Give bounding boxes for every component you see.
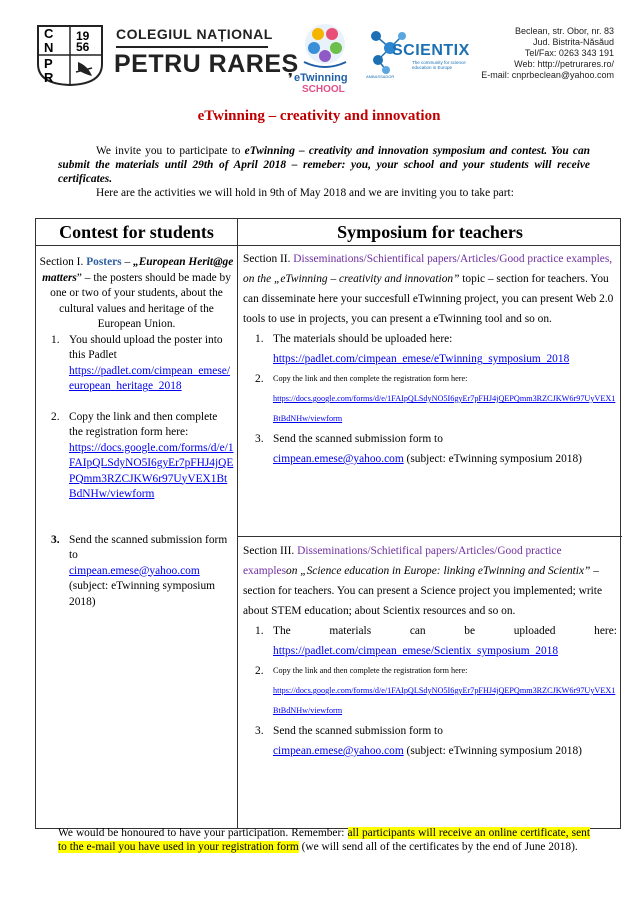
- section-3-step-1-word: be: [464, 625, 476, 637]
- section-3-email-subject: (subject: eTwinning symposium 2018): [403, 745, 582, 757]
- section-2-step-3-text: Send the scanned submission form to: [273, 433, 443, 445]
- section-3-step-2-number: 2.: [255, 665, 264, 677]
- contest-step-1-text: You should upload the poster into this Padlet: [69, 333, 223, 361]
- intro-invite-bold: eTwinning – creativity and innovation symposium and contest. You can submit the materials until 29th of April 2018 – remeber: you, your school and your students will receive certificates.: [58, 145, 591, 185]
- section-2-prefix: Section II.: [243, 253, 294, 265]
- contest-section: [39, 255, 234, 610]
- contest-email-link[interactable]: cimpean.emese@yahoo.com: [69, 564, 200, 577]
- school-name-top: COLEGIUL NAȚIONAL: [116, 26, 273, 42]
- section-2-on: on the: [243, 273, 275, 285]
- intro-text: [58, 144, 590, 200]
- section-3-step-1-word: materials: [329, 625, 372, 637]
- section-2-step-3-number: 3.: [255, 433, 264, 445]
- section-2-email-subject: (subject: eTwinning symposium 2018): [403, 453, 582, 465]
- contest-description-body: ” – the posters should be made by one or two of your students, about the cultural values and heritage of the European Union.: [50, 271, 231, 330]
- contact-phone: Tel/Fax: 0263 343 191: [524, 48, 614, 58]
- crest-year-bottom: 56: [76, 40, 90, 54]
- padlet-scientix-symposium-link[interactable]: https://padlet.com/cimpean_emese/Scientix_symposium_2018: [273, 645, 559, 657]
- table-section-divider: [237, 536, 622, 537]
- crest-letter-c: C: [44, 26, 54, 41]
- padlet-european-heritage-link[interactable]: https://padlet.com/cimpean_emese/european_heritage_2018: [69, 364, 231, 392]
- scientix-subtitle: The community for science education in Europe: [412, 60, 466, 70]
- closing-paragraph: [58, 826, 590, 854]
- intro-paragraph-1: [58, 144, 590, 186]
- scientix-title: SCIENTIX: [392, 42, 470, 59]
- contest-section-name: Posters: [86, 256, 122, 268]
- contest-step-3: [39, 533, 234, 611]
- crest-letter-p: P: [44, 56, 53, 71]
- section-3-step-1-text: [273, 621, 617, 641]
- section-3-step-1: [243, 621, 617, 661]
- contact-county: Jud. Bistrita-Năsăud: [532, 37, 614, 47]
- contact-address: Beclean, str. Obor, nr. 83: [514, 26, 614, 36]
- etwinning-school-text: SCHOOL: [302, 84, 345, 95]
- section-3-prefix: Section III.: [243, 545, 298, 557]
- section-2-step-2-number: 2.: [255, 373, 264, 385]
- section-3-step-1-word: The: [273, 625, 291, 637]
- section-3-registration-form-link[interactable]: https://docs.google.com/forms/d/e/1FAIpQLSdyNO5I6gyEr7pFHJ4jQEPQmm3RZCJKW6r97UyVEX1BtBdNHw/viewform: [273, 686, 616, 715]
- scientix-logo: [366, 20, 486, 82]
- school-name-main: PETRU RAREȘ: [114, 50, 299, 78]
- intro-invite: We invite you to participate to: [96, 145, 245, 157]
- section-3-step-1-number: 1.: [255, 625, 264, 637]
- symposium-section-2: [243, 249, 617, 469]
- section-3-step-3-number: 3.: [255, 725, 264, 737]
- crest-year-top: 19: [76, 29, 90, 43]
- document-title: eTwinning – creativity and innovation: [197, 108, 441, 124]
- contest-step-1-number: 1.: [51, 333, 60, 346]
- section-2-step-1-text: The materials should be uploaded here:: [273, 333, 453, 345]
- section-3-description: [243, 541, 617, 621]
- contest-title: „European Herit@ge matters: [42, 256, 234, 284]
- header-contest-for-students: Contest for students: [59, 222, 214, 242]
- section-3-step-2-text: Copy the link and then complete the registration form here:: [273, 666, 468, 675]
- section-3-step-1-word: can: [409, 625, 426, 637]
- etwinning-logo-text: eTwinning: [294, 72, 348, 84]
- contact-web: Web: http://petrurares.ro/: [514, 59, 614, 69]
- contest-step-1: [39, 333, 234, 395]
- crest-letter-n: N: [44, 40, 54, 55]
- contact-block: [481, 26, 614, 81]
- contest-step-2: [39, 410, 234, 503]
- table-column-divider: [237, 219, 238, 828]
- certificate-highlight: all participants will receive an online certificate, sent to the e-mail you have used in your registration form: [58, 827, 590, 853]
- section-3-on: on: [286, 565, 301, 577]
- school-crest-logo: [36, 24, 104, 86]
- contest-step-3-number: 3.: [51, 533, 60, 546]
- scientix-ambassador-label: AMBASSADOR: [366, 74, 395, 79]
- section-2-step-2-text: Copy the link and then complete the registration form here:: [273, 374, 468, 383]
- contact-email: E-mail: cnprbeclean@yahoo.com: [481, 70, 614, 80]
- contest-email-subject: (subject: eTwinning symposium 2018): [69, 580, 216, 608]
- section-2-body: topic – section for teachers. You can disseminate here your succesfull eTwinning project, you can present Web 2.0 tools to use in projects, you can present a eTwinning tool and so on.: [243, 273, 614, 325]
- table-header-divider: [36, 245, 620, 246]
- closing-text: We would be honoured to have your participation. Remember:: [58, 827, 348, 839]
- section-3-email-line: [273, 741, 617, 761]
- registration-form-link[interactable]: https://docs.google.com/forms/d/e/1FAIpQLSdyNO5I6gyEr7pFHJ4jQEPQmm3RZCJKW6r97UyVEX1BtBdNHw/viewform: [69, 441, 234, 500]
- intro-paragraph-2: Here are the activities we will hold in 9th of May 2018 and we are inviting you to take part:: [96, 187, 514, 199]
- section-2-quote: „eTwinning – creativity and innovation”: [274, 273, 460, 285]
- contest-step-2-number: 2.: [51, 410, 60, 423]
- section-3-topic: Disseminations/Schietifical papers/Articles/Good practice examples: [243, 545, 562, 577]
- section-3-quote: „Science education in Europe: linking eTwinning and Scientix”: [300, 565, 591, 577]
- section-2-step-3: [243, 429, 617, 469]
- section-2-step-1-number: 1.: [255, 333, 264, 345]
- section-3-step-3-text: Send the scanned submission form to: [273, 725, 443, 737]
- section-2-description: [243, 249, 617, 329]
- section-2-email-line: [273, 449, 617, 469]
- crest-letter-r: R: [44, 70, 54, 85]
- section-3-body: – section for teachers. You can present a Science project you implemented; write about STEM education; about Scientix resources and so on.: [243, 565, 602, 617]
- symposium-section-3: [243, 541, 617, 761]
- section-3-step-1-word: uploaded: [513, 625, 556, 637]
- activities-table: [35, 218, 621, 829]
- contest-step-3-text: Send the scanned submission form to: [69, 533, 228, 561]
- contest-section-prefix: Section I.: [39, 256, 87, 268]
- section-2-registration-form-link[interactable]: https://docs.google.com/forms/d/e/1FAIpQLSdyNO5I6gyEr7pFHJ4jQEPQmm3RZCJKW6r97UyVEX1BtBdNHw/viewform: [273, 394, 616, 423]
- closing-text-end: (we will send all of the certificates by the end of June 2018).: [298, 841, 578, 853]
- section-3-step-2: [243, 661, 617, 721]
- section-2-topic: Disseminations/Schientifical papers/Articles/Good practice examples,: [293, 253, 613, 265]
- school-name-divider: [116, 46, 268, 48]
- section-3-email-link[interactable]: cimpean.emese@yahoo.com: [273, 745, 404, 757]
- contest-step-2-text: Copy the link and then complete the registration form here:: [69, 410, 218, 438]
- section-3-step-1-word: here:: [594, 625, 617, 637]
- section-2-step-2: [243, 369, 617, 429]
- section-3-step-3: [243, 721, 617, 761]
- padlet-etwinning-symposium-link[interactable]: https://padlet.com/cimpean_emese/eTwinning_symposium_2018: [273, 353, 570, 365]
- contest-description: [39, 255, 234, 333]
- section-2-step-1: [243, 329, 617, 369]
- letterhead: [0, 0, 638, 100]
- contest-dash: –: [121, 256, 134, 268]
- header-symposium-for-teachers: Symposium for teachers: [337, 222, 523, 242]
- section-2-email-link[interactable]: cimpean.emese@yahoo.com: [273, 453, 404, 465]
